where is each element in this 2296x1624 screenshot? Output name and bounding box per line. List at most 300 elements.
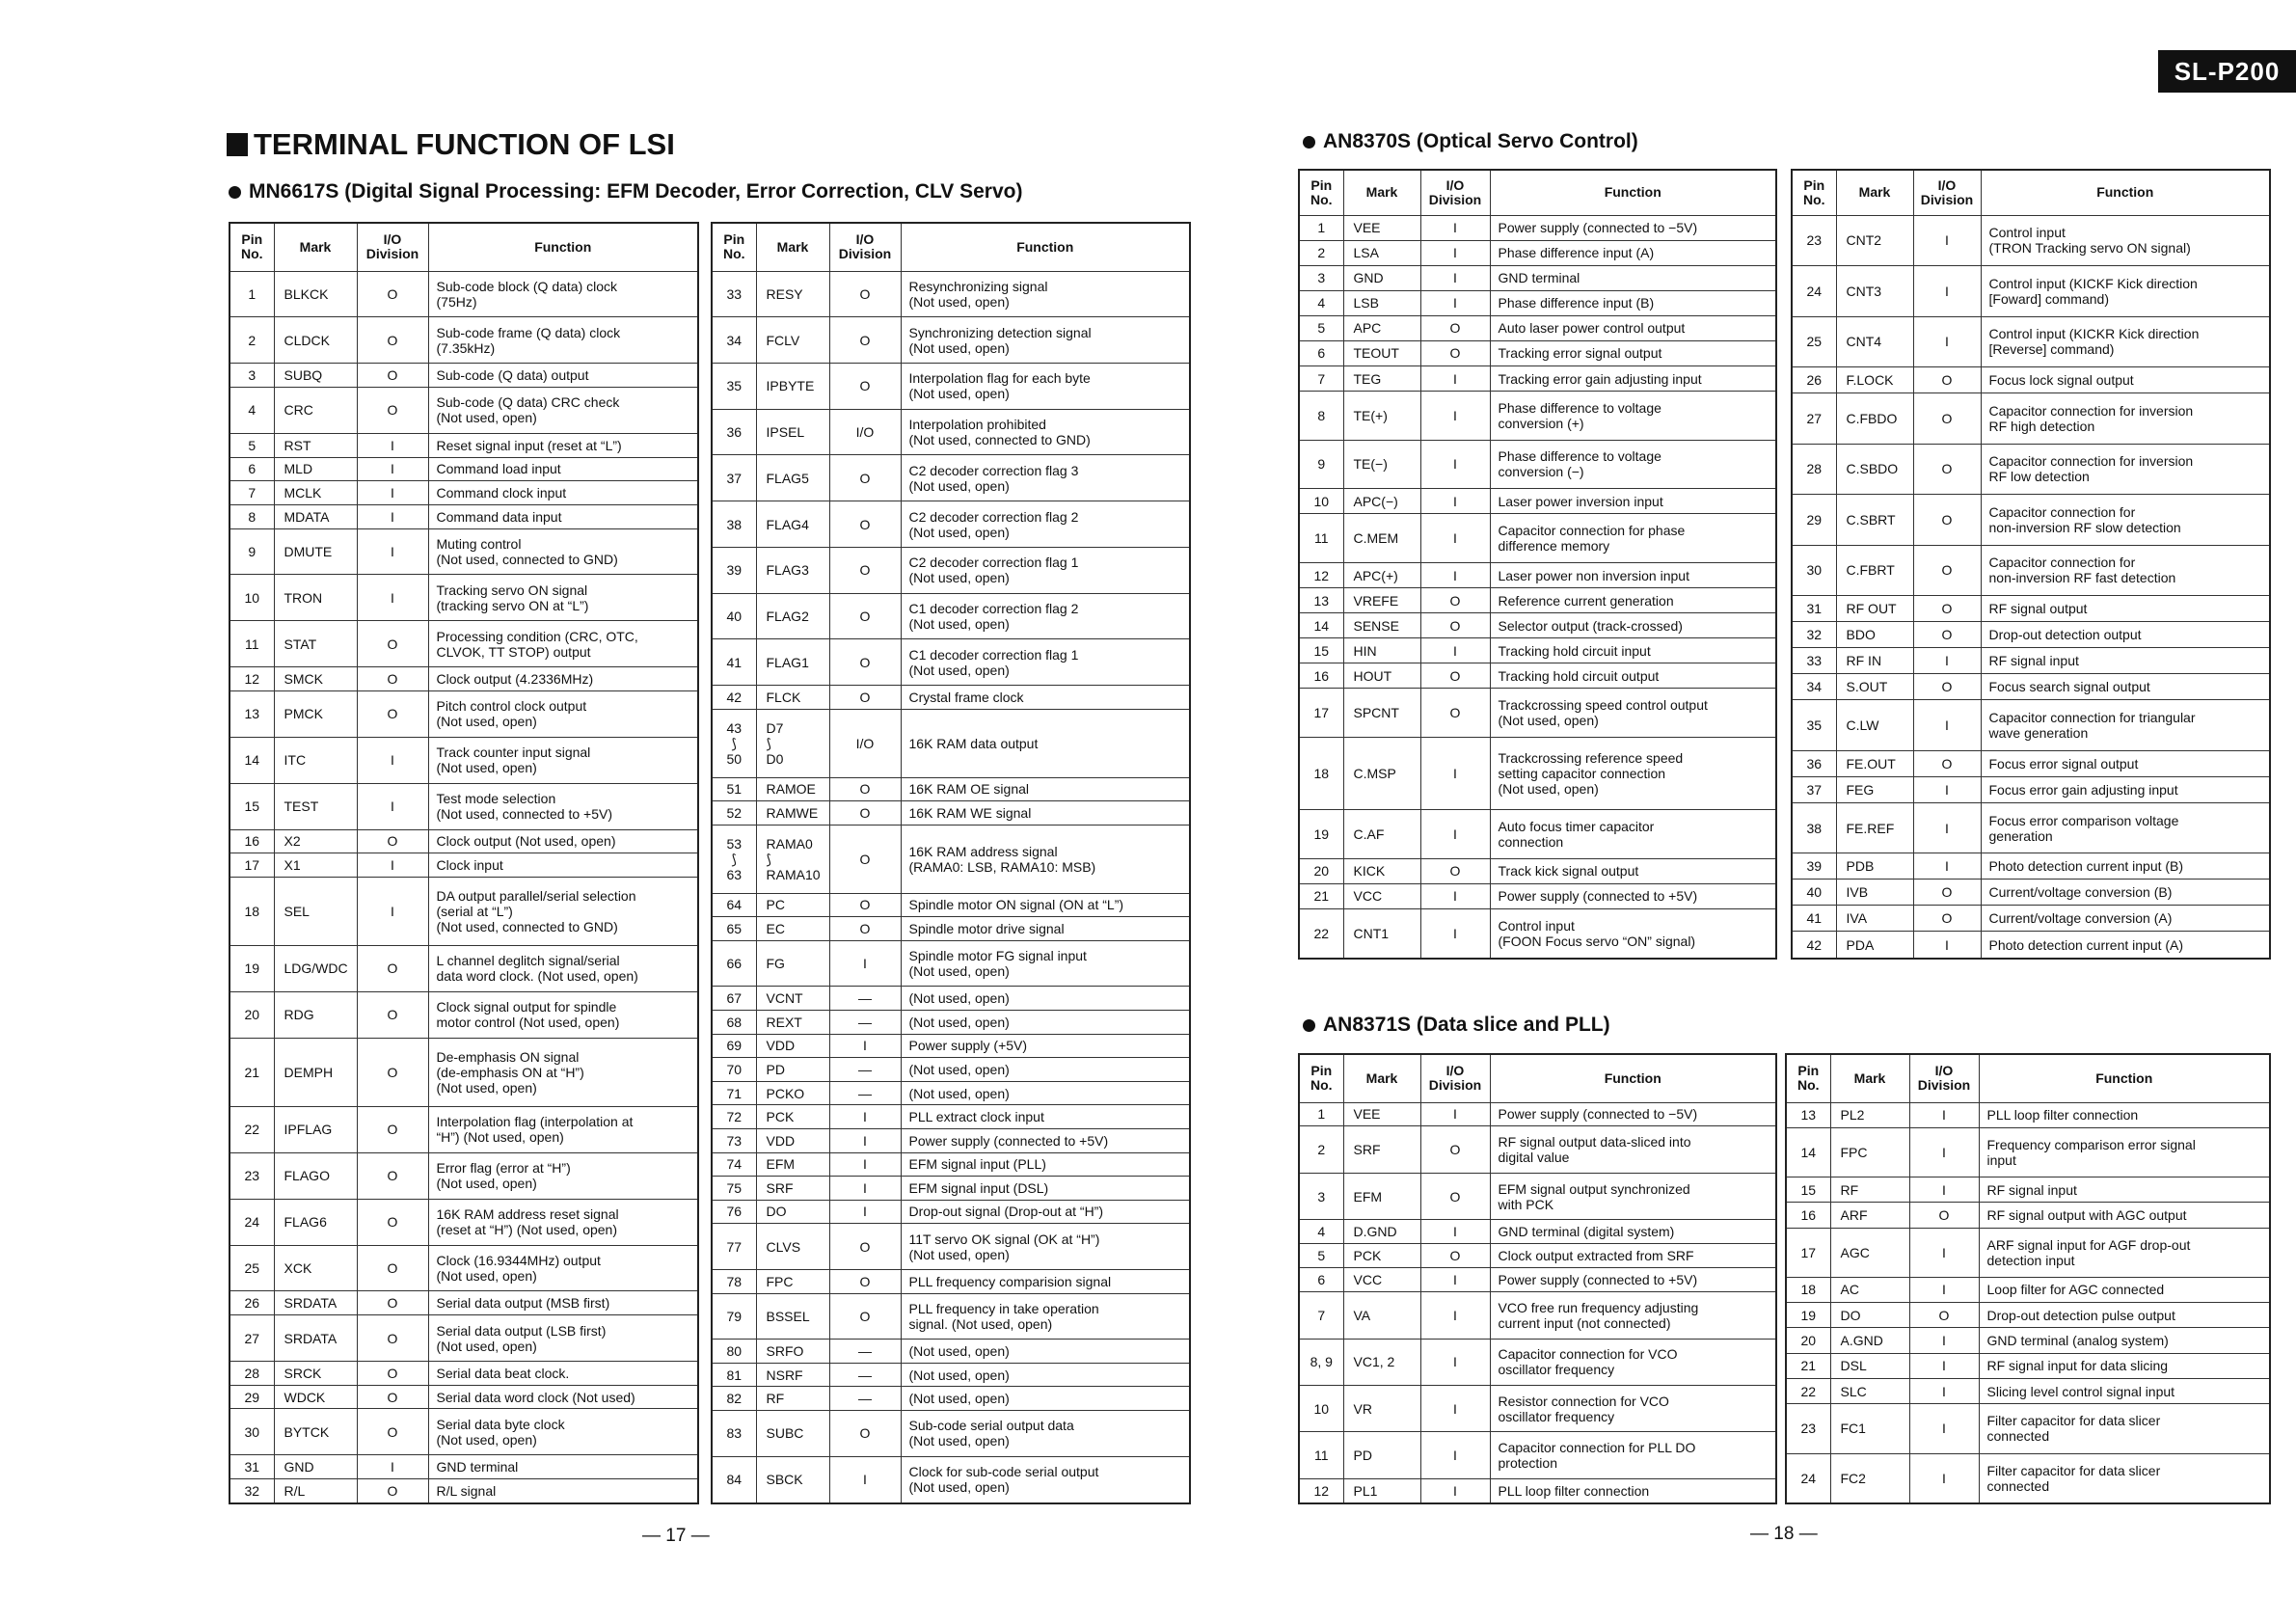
- io-division: O: [1420, 340, 1490, 365]
- pin-mark: AC: [1830, 1277, 1909, 1302]
- table-row: [1792, 495, 2270, 546]
- io-division: I: [1420, 215, 1490, 240]
- table-row: [1786, 1102, 2270, 1127]
- table-row: [1792, 674, 2270, 700]
- io-division: I: [1913, 266, 1981, 317]
- io-division: I: [1420, 638, 1490, 663]
- pin-mark: C.MEM: [1343, 514, 1420, 563]
- io-division: O: [357, 1199, 428, 1245]
- pin-function: C1 decoder correction flag 1 (Not used, open): [901, 639, 1190, 686]
- pin-mark: RAMWE: [756, 801, 829, 826]
- pin-number: 11: [1299, 1432, 1343, 1478]
- pin-function: 16K RAM OE signal: [901, 777, 1190, 801]
- an8370s-pin-table-2: [1791, 169, 2271, 960]
- pin-number: 28: [1792, 444, 1836, 495]
- table-row: [1299, 489, 1776, 514]
- table-row: [230, 1106, 698, 1152]
- io-division: O: [829, 317, 901, 364]
- table-row: [1792, 932, 2270, 959]
- pin-number: 51: [712, 777, 756, 801]
- io-division: O: [357, 1315, 428, 1362]
- pin-function: Capacitor connection for non-inversion RF fast detection: [1981, 545, 2270, 596]
- pin-function: Pitch control clock output (Not used, open): [428, 690, 698, 737]
- io-division: I: [1909, 1353, 1979, 1378]
- pin-number: 14: [1786, 1127, 1830, 1177]
- pin-function: Capacitor connection for phase difference memory: [1490, 514, 1776, 563]
- io-division: O: [1420, 858, 1490, 883]
- io-division: I: [357, 433, 428, 457]
- pin-number: 5: [1299, 315, 1343, 340]
- io-division: I: [1913, 932, 1981, 959]
- table-row: [712, 940, 1190, 987]
- pin-function: C2 decoder correction flag 2 (Not used, open): [901, 501, 1190, 548]
- pin-function: Serial data word clock (Not used): [428, 1385, 698, 1409]
- table-row: [1786, 1203, 2270, 1228]
- pin-function: Selector output (track-crossed): [1490, 613, 1776, 638]
- table-row: [1299, 1220, 1776, 1244]
- pin-header: Pin No.: [1786, 1054, 1830, 1102]
- section-heading-text: AN8371S (Data slice and PLL): [1323, 1014, 1610, 1036]
- pin-function: (Not used, open): [901, 1058, 1190, 1082]
- table-row: [712, 501, 1190, 548]
- pin-mark: XCK: [274, 1245, 357, 1291]
- pin-mark: VC1, 2: [1343, 1339, 1420, 1385]
- pin-function: (Not used, open): [901, 1340, 1190, 1364]
- pin-number: 14: [1299, 613, 1343, 638]
- io-division: I: [1913, 802, 1981, 853]
- table-row: [230, 387, 698, 433]
- pin-number: 22: [1786, 1379, 1830, 1404]
- pin-mark: IPSEL: [756, 409, 829, 455]
- pin-function: C1 decoder correction flag 2 (Not used, open): [901, 593, 1190, 639]
- pin-number: 29: [1792, 495, 1836, 546]
- io-division: I: [1913, 776, 1981, 802]
- pin-function: C2 decoder correction flag 1 (Not used, open): [901, 547, 1190, 593]
- io-division: I: [1913, 215, 1981, 266]
- pin-function: Focus error gain adjusting input: [1981, 776, 2270, 802]
- pin-mark: NSRF: [756, 1363, 829, 1387]
- io-division: O: [1913, 444, 1981, 495]
- pin-number: 31: [230, 1455, 274, 1479]
- table-row: [712, 1177, 1190, 1201]
- pin-function: Tracking error signal output: [1490, 340, 1776, 365]
- io-division: I: [1420, 489, 1490, 514]
- pin-mark: SRCK: [274, 1362, 357, 1386]
- table-row: [712, 1200, 1190, 1224]
- table-row: [230, 1038, 698, 1106]
- io-division: I: [1420, 290, 1490, 315]
- pin-number: 40: [1792, 880, 1836, 906]
- io-division: O: [1913, 545, 1981, 596]
- pin-number: 1: [1299, 215, 1343, 240]
- pin-number: 39: [712, 547, 756, 593]
- table-row: [1299, 440, 1776, 489]
- pin-function: Sub-code serial output data (Not used, open): [901, 1411, 1190, 1457]
- io-division: O: [357, 317, 428, 364]
- pin-mark: FEG: [1836, 776, 1913, 802]
- io-division: I: [1420, 908, 1490, 959]
- pin-function: Control input (FOON Focus servo “ON” signal): [1490, 908, 1776, 959]
- pin-function: Current/voltage conversion (A): [1981, 906, 2270, 932]
- table-row: [230, 829, 698, 853]
- io-division: I/O: [829, 409, 901, 455]
- pin-mark: DEMPH: [274, 1038, 357, 1106]
- pin-number: 25: [1792, 316, 1836, 367]
- pin-number: 75: [712, 1177, 756, 1201]
- table-row: [230, 1409, 698, 1455]
- io-division: I: [1420, 1478, 1490, 1503]
- table-row: [1299, 858, 1776, 883]
- table-row: [712, 1270, 1190, 1294]
- pin-function: EFM signal output synchronized with PCK: [1490, 1173, 1776, 1219]
- pin-mark: FLAG3: [756, 547, 829, 593]
- pin-number: 38: [712, 501, 756, 548]
- pin-mark: RDG: [274, 991, 357, 1038]
- page-title: [227, 127, 675, 162]
- pin-mark: FLAG2: [756, 593, 829, 639]
- pin-number: 10: [230, 575, 274, 621]
- pin-number: 22: [230, 1106, 274, 1152]
- table-row: [230, 690, 698, 737]
- pin-mark: CNT4: [1836, 316, 1913, 367]
- pin-function: Spindle motor ON signal (ON at “L”): [901, 893, 1190, 917]
- table-row: [230, 528, 698, 575]
- pin-mark: C.FBDO: [1836, 393, 1913, 445]
- pin-function: L channel deglitch signal/serial data word clock. (Not used, open): [428, 946, 698, 992]
- pin-number: 83: [712, 1411, 756, 1457]
- pin-function: De-emphasis ON signal (de-emphasis ON at “H”) (Not used, open): [428, 1038, 698, 1106]
- pin-function: Sub-code (Q data) CRC check (Not used, open): [428, 387, 698, 433]
- pin-mark: WDCK: [274, 1385, 357, 1409]
- io-division: I: [1420, 1220, 1490, 1244]
- pin-function: Capacitor connection for inversion RF low detection: [1981, 444, 2270, 495]
- pin-mark: FE.REF: [1836, 802, 1913, 853]
- table-row: [1299, 315, 1776, 340]
- pin-number: 9: [1299, 440, 1343, 489]
- io-division: I: [1420, 1268, 1490, 1292]
- table-row: [1299, 392, 1776, 441]
- pin-mark: DO: [756, 1200, 829, 1224]
- pin-mark: SRDATA: [274, 1315, 357, 1362]
- io-division: I: [357, 783, 428, 829]
- pin-number: 7: [1299, 1292, 1343, 1339]
- io-division: O: [829, 593, 901, 639]
- function-header: Function: [1490, 1054, 1776, 1102]
- pin-mark: F.LOCK: [1836, 367, 1913, 393]
- pin-function: EFM signal input (DSL): [901, 1177, 1190, 1201]
- pin-mark: SEL: [274, 877, 357, 945]
- pin-number: 67: [712, 987, 756, 1011]
- pin-number: 6: [1299, 1268, 1343, 1292]
- io-division: I: [1909, 1277, 1979, 1302]
- pin-function: Focus lock signal output: [1981, 367, 2270, 393]
- pin-function: Drop-out detection output: [1981, 622, 2270, 648]
- pin-mark: HIN: [1343, 638, 1420, 663]
- io-division: I: [1420, 810, 1490, 859]
- pin-mark: R/L: [274, 1478, 357, 1503]
- pin-mark: PD: [1343, 1432, 1420, 1478]
- pin-function: DA output parallel/serial selection (serial at “L”) (Not used, connected to GND): [428, 877, 698, 945]
- pin-function: Test mode selection (Not used, connected to +5V): [428, 783, 698, 829]
- pin-mark: IVB: [1836, 880, 1913, 906]
- pin-function: Loop filter for AGC connected: [1979, 1277, 2270, 1302]
- table-row: [1786, 1228, 2270, 1277]
- pin-function: Trackcrossing speed control output (Not used, open): [1490, 689, 1776, 738]
- io-division: O: [357, 1362, 428, 1386]
- pin-mark: IPBYTE: [756, 363, 829, 409]
- io-division: O: [357, 1152, 428, 1199]
- pin-function: Auto focus timer capacitor connection: [1490, 810, 1776, 859]
- io-division: O: [829, 639, 901, 686]
- pin-number: 5: [230, 433, 274, 457]
- io-division: I: [829, 1152, 901, 1177]
- pin-function: Capacitor connection for non-inversion RF slow detection: [1981, 495, 2270, 546]
- io-division: I: [829, 940, 901, 987]
- pin-number: 70: [712, 1058, 756, 1082]
- pin-function: (Not used, open): [901, 1363, 1190, 1387]
- pin-number: 43 ⟆ 50: [712, 709, 756, 777]
- pin-number: 42: [712, 686, 756, 710]
- pin-mark: SRF: [1343, 1126, 1420, 1173]
- io-division: I: [1420, 265, 1490, 290]
- pin-function: Focus error comparison voltage generation: [1981, 802, 2270, 853]
- bullet-icon: [1303, 1019, 1315, 1032]
- table-row: [1786, 1379, 2270, 1404]
- io-division: O: [829, 501, 901, 548]
- pin-function: Photo detection current input (A): [1981, 932, 2270, 959]
- table-row: [1299, 290, 1776, 315]
- pin-number: 16: [1299, 663, 1343, 689]
- pin-number: 30: [230, 1409, 274, 1455]
- pin-function: RF signal output with AGC output: [1979, 1203, 2270, 1228]
- table-row: [712, 777, 1190, 801]
- pin-number: 37: [712, 455, 756, 501]
- pin-number: 65: [712, 917, 756, 941]
- table-row: [1786, 1303, 2270, 1328]
- io-division: O: [1909, 1303, 1979, 1328]
- pin-number: 11: [1299, 514, 1343, 563]
- pin-number: 4: [1299, 290, 1343, 315]
- pin-mark: RAMA0 ⟆ RAMA10: [756, 825, 829, 893]
- pin-number: 23: [230, 1152, 274, 1199]
- pin-function: Phase difference input (B): [1490, 290, 1776, 315]
- pin-function: Focus error signal output: [1981, 750, 2270, 776]
- pin-number: 12: [1299, 1478, 1343, 1503]
- io-division: O: [1913, 367, 1981, 393]
- pin-number: 13: [1299, 588, 1343, 613]
- pin-number: 35: [712, 363, 756, 409]
- table-row: [230, 317, 698, 364]
- table-row: [1786, 1177, 2270, 1202]
- pin-number: 20: [1299, 858, 1343, 883]
- pin-number: 69: [712, 1034, 756, 1058]
- table-row: [230, 364, 698, 388]
- an8370s-pin-table-1: [1298, 169, 1777, 960]
- pin-mark: RF: [1830, 1177, 1909, 1202]
- table-row: [1792, 622, 2270, 648]
- pin-mark: AGC: [1830, 1228, 1909, 1277]
- table-row: [1792, 750, 2270, 776]
- pin-mark: GND: [1343, 265, 1420, 290]
- pin-number: 68: [712, 1011, 756, 1035]
- pin-function: Track counter input signal (Not used, open): [428, 737, 698, 783]
- pin-number: 18: [230, 877, 274, 945]
- io-division: O: [829, 1411, 901, 1457]
- pin-mark: X1: [274, 853, 357, 878]
- pin-number: 16: [230, 829, 274, 853]
- function-header: Function: [1981, 170, 2270, 215]
- pin-function: Slicing level control signal input: [1979, 1379, 2270, 1404]
- pin-mark: VEE: [1343, 1102, 1420, 1126]
- pin-mark: EFM: [756, 1152, 829, 1177]
- io-division: I: [1913, 700, 1981, 751]
- table-row: [230, 504, 698, 528]
- table-row: [1299, 1432, 1776, 1478]
- pin-function: Capacitor connection for VCO oscillator frequency: [1490, 1339, 1776, 1385]
- table-row: [1299, 1339, 1776, 1385]
- io-division: I: [1909, 1404, 1979, 1453]
- pin-function: PLL extract clock input: [901, 1105, 1190, 1129]
- table-row: [230, 991, 698, 1038]
- io-header: I/O Division: [1909, 1054, 1979, 1102]
- io-division: O: [357, 667, 428, 691]
- table-row: [230, 737, 698, 783]
- pin-mark: FLCK: [756, 686, 829, 710]
- table-row: [712, 1011, 1190, 1035]
- pin-number: 38: [1792, 802, 1836, 853]
- pin-number: 26: [1792, 367, 1836, 393]
- pin-number: 13: [230, 690, 274, 737]
- pin-function: Current/voltage conversion (B): [1981, 880, 2270, 906]
- io-division: O: [829, 686, 901, 710]
- pin-function: Phase difference to voltage conversion (+): [1490, 392, 1776, 441]
- bullet-icon: [229, 186, 241, 199]
- page-number-left: — 17 —: [642, 1526, 710, 1546]
- pin-mark: PC: [756, 893, 829, 917]
- table-row: [230, 946, 698, 992]
- table-row: [1792, 880, 2270, 906]
- table-row: [1299, 365, 1776, 391]
- io-division: I: [1909, 1379, 1979, 1404]
- pin-function: Serial data output (MSB first): [428, 1291, 698, 1315]
- pin-mark: SBCK: [756, 1456, 829, 1503]
- table-header-row: [712, 223, 1190, 271]
- pin-mark: VR: [1343, 1385, 1420, 1431]
- pin-function: Control input (KICKF Kick direction [Foward] command): [1981, 266, 2270, 317]
- table-row: [230, 1245, 698, 1291]
- mn6617s-pin-table-1: [229, 222, 699, 1504]
- pin-mark: FE.OUT: [1836, 750, 1913, 776]
- pin-function: Resistor connection for VCO oscillator frequency: [1490, 1385, 1776, 1431]
- io-header: I/O Division: [357, 223, 428, 271]
- pin-function: RF signal output data-sliced into digital value: [1490, 1126, 1776, 1173]
- pin-function: Drop-out detection pulse output: [1979, 1303, 2270, 1328]
- pin-function: Reset signal input (reset at “L”): [428, 433, 698, 457]
- pin-function: Clock output extracted from SRF: [1490, 1244, 1776, 1268]
- pin-function: Clock signal output for spindle motor control (Not used, open): [428, 991, 698, 1038]
- table-row: [1299, 215, 1776, 240]
- pin-mark: MDATA: [274, 504, 357, 528]
- table-row: [230, 667, 698, 691]
- io-division: O: [829, 363, 901, 409]
- table-row: [1299, 1292, 1776, 1339]
- io-division: I: [1913, 853, 1981, 880]
- pin-function: Synchronizing detection signal (Not used, open): [901, 317, 1190, 364]
- pin-function: Command clock input: [428, 481, 698, 505]
- pin-function: VCO free run frequency adjusting current input (not connected): [1490, 1292, 1776, 1339]
- pin-function: Tracking hold circuit output: [1490, 663, 1776, 689]
- pin-function: Capacitor connection for PLL DO protection: [1490, 1432, 1776, 1478]
- io-division: —: [829, 1363, 901, 1387]
- pin-mark: C.AF: [1343, 810, 1420, 859]
- pin-function: Spindle motor drive signal: [901, 917, 1190, 941]
- io-division: O: [357, 1478, 428, 1503]
- pin-number: 34: [712, 317, 756, 364]
- pin-mark: FLAG5: [756, 455, 829, 501]
- io-division: I: [1420, 440, 1490, 489]
- pin-number: 82: [712, 1387, 756, 1411]
- io-division: I: [1420, 240, 1490, 265]
- pin-function: Processing condition (CRC, OTC, CLVOK, TT STOP) output: [428, 621, 698, 667]
- mark-header: Mark: [1836, 170, 1913, 215]
- pin-number: 33: [1792, 648, 1836, 674]
- pin-function: Phase difference input (A): [1490, 240, 1776, 265]
- pin-number: 21: [1299, 883, 1343, 908]
- pin-function: Serial data beat clock.: [428, 1362, 698, 1386]
- table-row: [712, 1152, 1190, 1177]
- table-row: [230, 1362, 698, 1386]
- io-division: —: [829, 1387, 901, 1411]
- table-row: [1792, 776, 2270, 802]
- io-division: I: [357, 853, 428, 878]
- section-heading-text: AN8370S (Optical Servo Control): [1323, 130, 1638, 152]
- pin-mark: PL1: [1343, 1478, 1420, 1503]
- io-division: O: [1420, 663, 1490, 689]
- io-division: I: [1909, 1177, 1979, 1202]
- table-header-row: [1299, 170, 1776, 215]
- io-division: I: [357, 575, 428, 621]
- pin-mark: CLVS: [756, 1224, 829, 1270]
- pin-function: GND terminal (analog system): [1979, 1328, 2270, 1353]
- pin-number: 17: [230, 853, 274, 878]
- table-row: [1299, 908, 1776, 959]
- io-division: I: [357, 737, 428, 783]
- pin-mark: ARF: [1830, 1203, 1909, 1228]
- mn6617s-pin-table-2: [711, 222, 1191, 1504]
- pin-number: 17: [1786, 1228, 1830, 1277]
- io-division: O: [829, 455, 901, 501]
- io-division: I: [1909, 1328, 1979, 1353]
- table-row: [1786, 1353, 2270, 1378]
- pin-number: 32: [230, 1478, 274, 1503]
- pin-function: Resynchronizing signal (Not used, open): [901, 271, 1190, 317]
- pin-number: 73: [712, 1128, 756, 1152]
- table-row: [230, 271, 698, 317]
- io-division: O: [1913, 596, 1981, 622]
- pin-mark: IVA: [1836, 906, 1913, 932]
- pin-mark: CRC: [274, 387, 357, 433]
- io-division: O: [357, 364, 428, 388]
- io-division: O: [357, 271, 428, 317]
- pin-number: 28: [230, 1362, 274, 1386]
- pin-mark: EC: [756, 917, 829, 941]
- io-division: O: [1420, 1244, 1490, 1268]
- io-division: I: [1420, 1432, 1490, 1478]
- pin-mark: STAT: [274, 621, 357, 667]
- pin-number: 3: [1299, 1173, 1343, 1219]
- table-row: [712, 917, 1190, 941]
- pin-mark: VREFE: [1343, 588, 1420, 613]
